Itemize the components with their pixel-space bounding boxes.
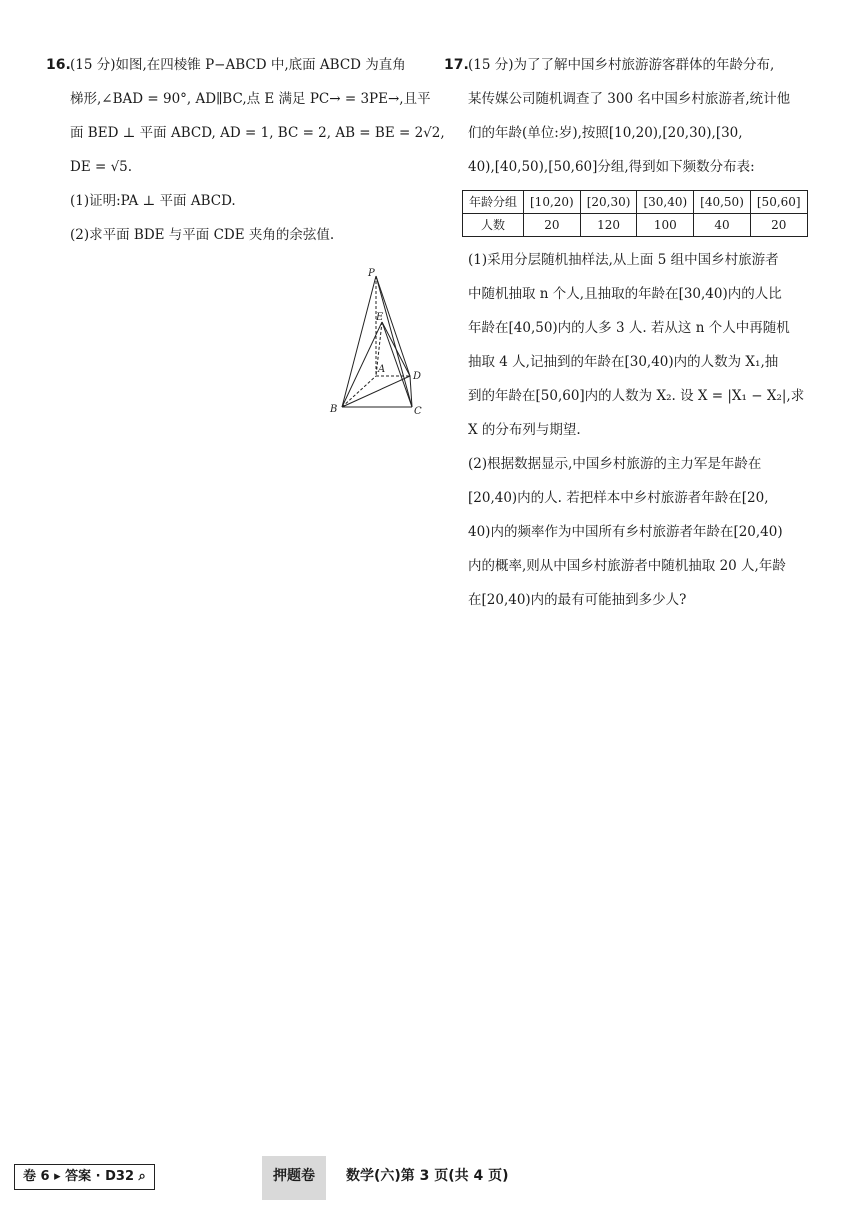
question-text-line: 梯形,∠BAD = 90°, AD∥BC,点 E 满足 PC→ = 3PE→,且平 xyxy=(70,91,431,107)
question-number: 16. xyxy=(46,57,71,73)
table-cell: 20 xyxy=(524,214,581,237)
question-text-line: 40)内的频率作为中国所有乡村旅游者年龄在[20,40) xyxy=(468,524,783,540)
question-text-line: 面 BED ⊥ 平面 ABCD, AD = 1, BC = 2, AB = BE = 2√2, xyxy=(70,125,445,141)
question-text-line: 40),[40,50),[50,60]分组,得到如下频数分布表: xyxy=(468,159,755,175)
table-cell: 100 xyxy=(637,214,694,237)
question-text-line: X 的分布列与期望. xyxy=(468,422,581,438)
edge-ec xyxy=(382,322,412,407)
table-header-cell: 年龄分组 xyxy=(463,191,524,214)
edge-ba-hidden xyxy=(342,376,376,407)
exam-tab: 押题卷 xyxy=(262,1156,326,1200)
question-text-line: (15 分)为了了解中国乡村旅游游客群体的年龄分布, xyxy=(468,57,775,73)
question-part-2: (2)求平面 BDE 与平面 CDE 夹角的余弦值. xyxy=(70,227,335,243)
edge-pc xyxy=(376,276,412,407)
question-text-line: 在[20,40)内的最有可能抽到多少人? xyxy=(468,592,687,608)
edge-ed xyxy=(382,322,410,376)
question-text-line: 抽取 4 人,记抽到的年龄在[30,40)内的人数为 X₁,抽 xyxy=(468,354,779,370)
label-d: D xyxy=(413,371,422,382)
question-text-line: 中随机抽取 n 个人,且抽取的年龄在[30,40)内的人比 xyxy=(468,286,782,302)
edge-be xyxy=(342,322,382,407)
label-b: B xyxy=(330,404,338,415)
question-part-1: (1)采用分层随机抽样法,从上面 5 组中国乡村旅游者 xyxy=(468,252,779,268)
question-text-line: 到的年龄在[50,60]内的人数为 X₂. 设 X = |X₁ − X₂|,求 xyxy=(468,388,805,404)
question-number: 17. xyxy=(444,57,469,73)
label-c: C xyxy=(414,406,422,417)
question-17 xyxy=(444,48,824,617)
pyramid-figure xyxy=(320,264,430,424)
edge-bd xyxy=(342,376,410,407)
question-text-line: 内的概率,则从中国乡村旅游者中随机抽取 20 人,年龄 xyxy=(468,558,786,574)
frequency-table xyxy=(462,190,808,237)
page-info: 数学(六)第 3 页(共 4 页) xyxy=(346,1168,509,1184)
table-cell: [10,20) xyxy=(524,191,581,214)
question-text-line: (15 分)如图,在四棱锥 P−ABCD 中,底面 ABCD 为直角 xyxy=(70,57,406,73)
table-cell: [40,50) xyxy=(694,191,751,214)
table-cell: [30,40) xyxy=(637,191,694,214)
table-cell: 120 xyxy=(580,214,637,237)
page-footer xyxy=(0,1156,868,1204)
table-cell: [20,30) xyxy=(580,191,637,214)
edge-pd xyxy=(376,276,410,376)
label-e: E xyxy=(376,312,384,323)
table-row xyxy=(463,214,808,237)
table-header-cell: 人数 xyxy=(463,214,524,237)
question-part-1: (1)证明:PA ⊥ 平面 ABCD. xyxy=(70,193,236,209)
question-text-line: [20,40)内的人. 若把样本中乡村旅游者年龄在[20, xyxy=(468,490,769,506)
table-cell: 40 xyxy=(694,214,751,237)
question-part-2: (2)根据数据显示,中国乡村旅游的主力军是年龄在 xyxy=(468,456,762,472)
edge-pb xyxy=(342,276,376,407)
table-cell: 20 xyxy=(750,214,807,237)
question-text-line: 某传媒公司随机调查了 300 名中国乡村旅游者,统计他 xyxy=(468,91,791,107)
question-text-line: 们的年龄(单位:岁),按照[10,20),[20,30),[30, xyxy=(468,125,743,141)
label-p: P xyxy=(368,268,375,279)
question-text-line: DE = √5. xyxy=(70,159,133,175)
question-16 xyxy=(46,48,445,252)
volume-tag: 卷 6 ▸ 答案 · D32 ⌕ xyxy=(14,1164,155,1190)
table-cell: [50,60] xyxy=(750,191,807,214)
table-row xyxy=(463,191,808,214)
label-a: A xyxy=(378,364,386,375)
question-text-line: 年龄在[40,50)内的人多 3 人. 若从这 n 个人中再随机 xyxy=(468,320,790,336)
